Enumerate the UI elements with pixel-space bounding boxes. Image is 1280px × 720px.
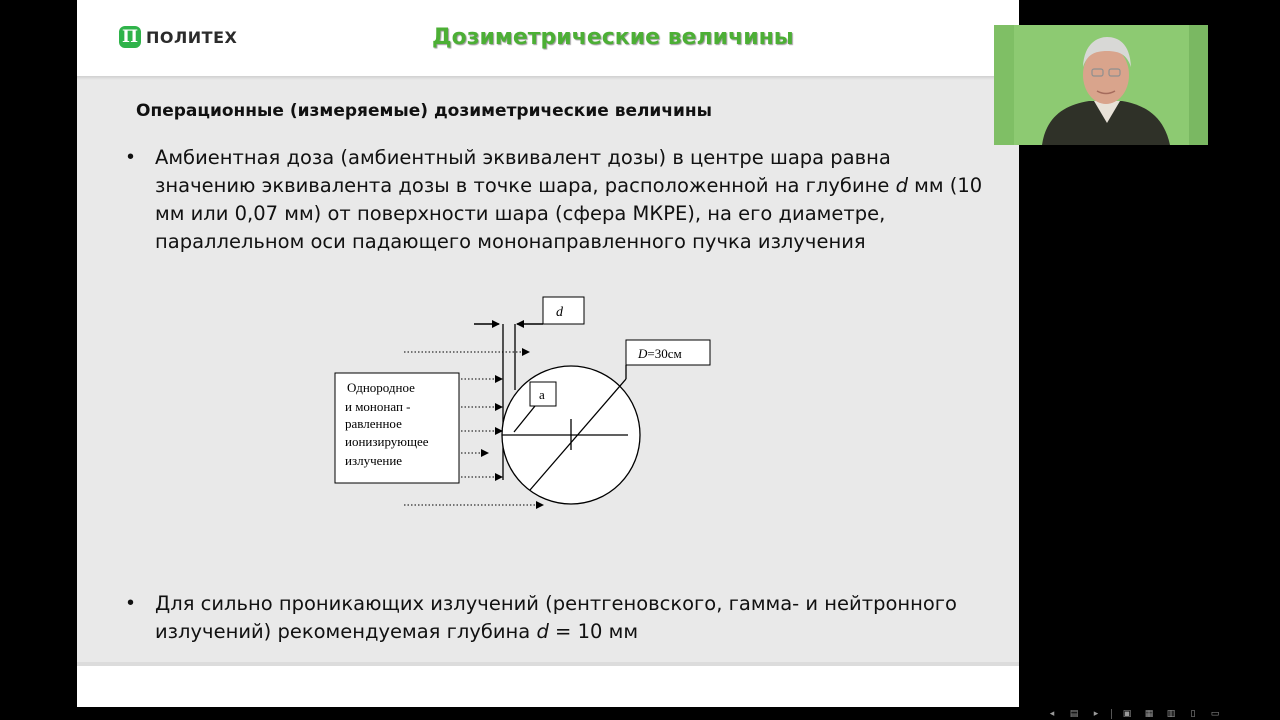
player-controls <box>1045 709 1222 719</box>
bullet-text-part: мм (10 мм или 0,07 мм) от поверхности шара (сфера МКРЕ), на его диаметре, параллельном оси падающего мононаправленного пучка излучения <box>155 174 983 253</box>
presenter-webcam <box>994 25 1208 145</box>
footer-divider <box>77 662 1019 666</box>
point-label: a <box>539 387 545 402</box>
grid-view-icon[interactable]: ▦ <box>1144 709 1154 719</box>
source-line: ионизирующее <box>345 434 429 449</box>
bullet-marker: • <box>127 146 135 168</box>
slide <box>77 0 1019 707</box>
logo-text: ПОЛИТЕХ <box>146 27 238 47</box>
icru-sphere-diagram <box>247 285 717 525</box>
bullet-text-italic: d <box>536 620 549 643</box>
presenter-silhouette <box>994 25 1208 145</box>
prev-icon[interactable]: ◂ <box>1049 709 1055 719</box>
next-icon[interactable]: ▸ <box>1093 709 1099 719</box>
notes-icon[interactable]: ▤ <box>1069 709 1079 719</box>
bullet-text-penetrating <box>155 590 995 646</box>
depth-label: d <box>556 305 563 320</box>
diameter-label <box>637 346 682 361</box>
bullet-text-part: Амбиентная доза (амбиентный эквивалент дозы) в центре шара равна значению эквивалента дозы в точке шара, расположенной на глубине <box>155 146 896 197</box>
bullet-text-part: Для сильно проникающих излучений (рентгеновского, гамма- и нейтронного излучений) рекомендуемая глубина <box>155 592 957 643</box>
bullet-text-ambient-dose <box>155 144 995 256</box>
bullet-text-part: = 10 мм <box>548 620 639 643</box>
bullet-marker: • <box>127 592 135 614</box>
section-heading: Операционные (измеряемые) дозиметрические величины <box>136 101 713 121</box>
presenter-icon[interactable]: ▭ <box>1210 709 1220 719</box>
slide-view-icon[interactable]: ▣ <box>1122 709 1132 719</box>
slide-title: Дозиметрические величины <box>432 25 794 50</box>
slide-header <box>77 0 1019 76</box>
reading-view-icon[interactable]: ▥ <box>1166 709 1176 719</box>
logo <box>119 24 237 50</box>
source-line: излучение <box>345 453 403 468</box>
controls-divider <box>1111 709 1112 719</box>
depth-label-box <box>543 297 584 324</box>
source-line: равленное <box>345 416 402 431</box>
source-line: и мононап - <box>345 399 411 414</box>
bullet-text-italic: d <box>895 174 908 197</box>
source-line: Однородное <box>347 380 415 395</box>
diameter-symbol: D <box>638 346 648 361</box>
logo-mark-icon: П <box>119 26 141 48</box>
book-icon[interactable]: ▯ <box>1190 709 1196 719</box>
diameter-value: =30см <box>647 346 682 361</box>
